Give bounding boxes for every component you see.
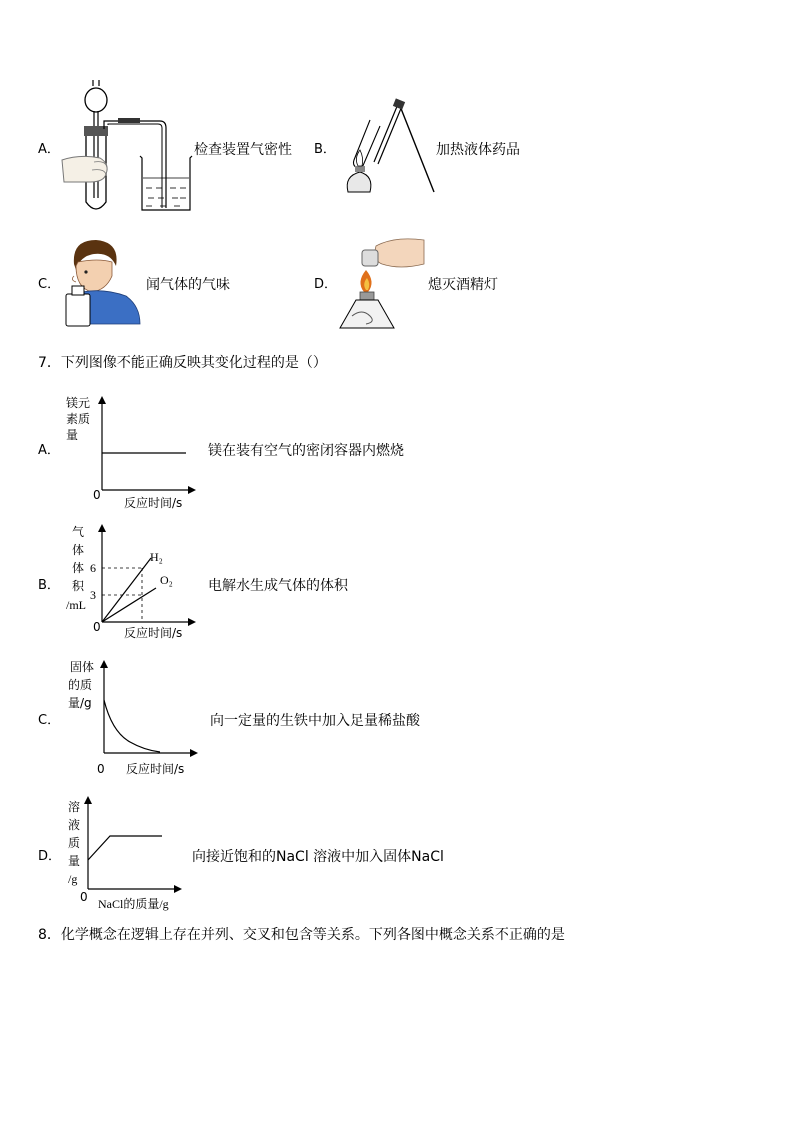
q7c-origin: 0 (97, 762, 105, 776)
q7d-ylabel-line2: 液 (68, 818, 81, 832)
q7a-xlabel: 反应时间/s (124, 496, 183, 510)
q7-option-a-caption: 镁在装有空气的密闭容器内燃烧 (208, 443, 404, 459)
q7b-ylabel-line4: 积 (72, 579, 85, 593)
q7b-ylabel-line2: 体 (72, 543, 85, 557)
q7d-ylabel-line3: 质 (68, 836, 81, 850)
q6-option-b-caption: 加热液体药品 (436, 142, 520, 158)
q7-option-c-caption: 向一定量的生铁中加入足量稀盐酸 (210, 713, 420, 729)
q6-option-a-caption: 检查装置气密性 (194, 142, 292, 158)
q7c-ylabel-line1: 固体 (70, 660, 95, 674)
q7b-ylabel-line3: 体 (72, 561, 85, 575)
q7-option-c-letter: C． (38, 713, 61, 728)
q7d-origin: 0 (80, 890, 88, 904)
q6-option-a-letter: A． (38, 142, 60, 157)
q7-option-a-letter: A． (38, 443, 60, 458)
q7b-ylabel-line5: /mL (66, 598, 86, 612)
q6-option-b-letter: B． (314, 142, 336, 157)
q7d-graph (82, 796, 182, 892)
q7b-label-h2: H₂ (150, 550, 163, 564)
q6-option-d-caption: 熄灭酒精灯 (428, 277, 498, 293)
q7a-ylabel-line2: 素质 (66, 412, 91, 426)
q6-option-d-letter: D． (314, 277, 338, 292)
q7d-ylabel-line1: 溶 (68, 800, 81, 814)
q7a-ylabel-line3: 量 (66, 428, 79, 442)
extinguish-lamp-illustration (336, 236, 428, 334)
q8-stem: 8．化学概念在逻辑上存在并列、交叉和包含等关系。下列各图中概念关系不正确的是 (38, 927, 565, 943)
q7b-ytick-6: 6 (90, 561, 96, 575)
q7b-origin: 0 (93, 620, 101, 634)
q7d-ylabel-line4: 量 (68, 854, 81, 868)
q7b-ytick-3: 3 (90, 588, 96, 602)
q6-option-c-caption: 闻气体的气味 (146, 277, 230, 293)
q7a-ylabel-line1: 镁元 (66, 396, 91, 410)
q7-option-b-caption: 电解水生成气体的体积 (208, 578, 348, 594)
q7-option-b-letter: B． (38, 578, 60, 593)
q7c-series-curve (104, 700, 160, 752)
q7c-graph (98, 660, 198, 756)
q7d-series-line (88, 836, 162, 860)
heating-liquid-illustration (340, 100, 435, 200)
q7b-graph (96, 524, 196, 624)
q7b-series-o2 (102, 588, 156, 622)
q7c-ylabel-line3: 量/g (68, 696, 92, 710)
q7b-ylabel-line1: 气 (72, 525, 85, 539)
q7d-ylabel-line5: /g (68, 872, 78, 886)
q7a-graph (96, 396, 196, 492)
q7-option-d-caption: 向接近饱和的NaCl 溶液中加入固体NaCl (192, 849, 444, 865)
smelling-gas-illustration (64, 236, 142, 328)
q6-option-c-letter: C． (38, 277, 61, 292)
airtightness-check-illustration (60, 78, 190, 218)
q7-option-d-letter: D． (38, 849, 62, 864)
q7d-xlabel: NaCl的质量/g (98, 897, 169, 911)
q7-stem: 7．下列图像不能正确反映其变化过程的是（） (38, 355, 327, 371)
q7b-xlabel: 反应时间/s (124, 626, 183, 640)
q7b-series-h2 (102, 558, 151, 622)
q7b-label-o2: O₂ (160, 573, 173, 587)
q7c-ylabel-line2: 的质 (68, 678, 93, 692)
q7c-xlabel: 反应时间/s (126, 762, 185, 776)
q7a-origin: 0 (93, 488, 101, 502)
